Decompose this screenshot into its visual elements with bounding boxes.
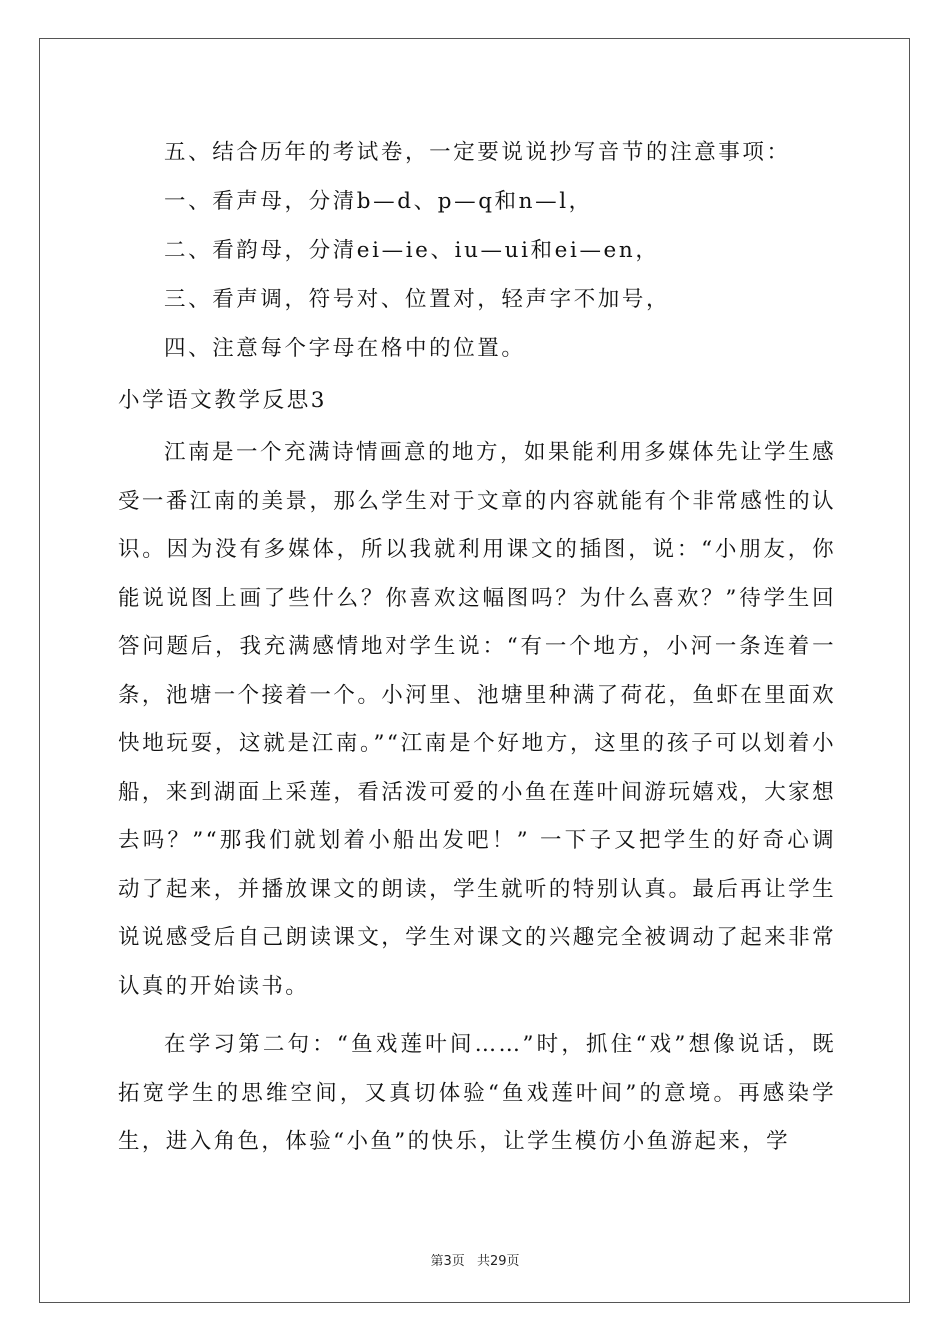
document-body (118, 128, 836, 1167)
section-title: 小学语文教学反思3 (118, 388, 328, 413)
list-line-initials: 一、看声母，分清b—d、p—q和n—l， (164, 189, 593, 214)
list-line-tones: 三、看声调，符号对、位置对，轻声字不加号， (164, 287, 671, 312)
page-number-total: 共29页 (476, 1254, 520, 1269)
page-number-current: 第3页 (430, 1254, 465, 1269)
list-line-finals: 二、看韵母，分清ei—ie、iu—ui和ei—en， (164, 238, 660, 263)
page-footer (0, 1250, 950, 1269)
list-line-intro: 五、结合历年的考试卷，一定要说说抄写音节的注意事项： (164, 140, 791, 165)
list-line-position: 四、注意每个字母在格中的位置。 (164, 336, 526, 361)
paragraph-second-sentence: 在学习第二句：“鱼戏莲叶间……”时，抓住“戏”想像说话，既拓宽学生的思维空间，又真切体验“鱼戏莲叶间”的意境。再感染学生，进入角色，体验“小鱼”的快乐，让学生模仿小鱼游起来，学 (118, 1032, 836, 1154)
paragraph-jiangnan: 江南是一个充满诗情画意的地方，如果能利用多媒体先让学生感受一番江南的美景，那么学生对于文章的内容就能有个非常感性的认识。因为没有多媒体，所以我就利用课文的插图，说：“小朋友，你能说说图上画了些什么？你喜欢这幅图吗？为什么喜欢？”待学生回答问题后，我充满感情地对学生说：“有一个地方，小河一条连着一条，池塘一个接着一个。小河里、池塘里种满了荷花，鱼虾在里面欢快地玩耍，这就是江南。”“江南是个好地方，这里的孩子可以划着小船，来到湖面上采莲，看活泼可爱的小鱼在莲叶间游玩嬉戏，大家想去吗？”“那我们就划着小船出发吧！” 一下子又把学生的好奇心调动了起来，并播放课文的朗读，学生就听的特别认真。最后再让学生说说感受后自己朗读课文，学生对课文的兴趣完全被调动了起来非常认真的开始读书。 (118, 440, 836, 999)
